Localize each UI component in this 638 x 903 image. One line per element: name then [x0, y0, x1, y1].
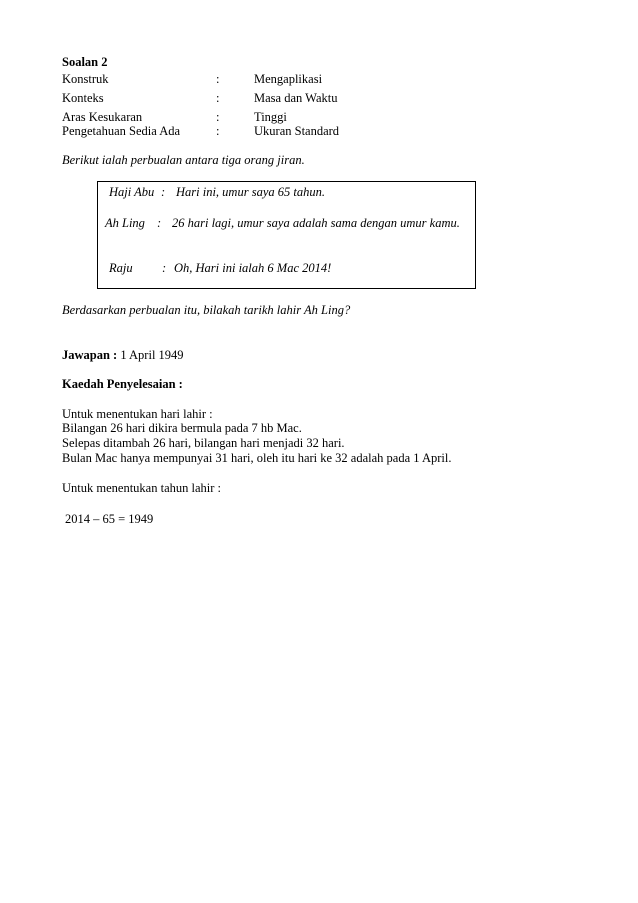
meta-value: Ukuran Standard: [254, 124, 340, 138]
answer-value: 1 April 1949: [120, 348, 184, 362]
day-step: Bulan Mac hanya mempunyai 31 hari, oleh itu hari ke 32 adalah pada 1 April.: [62, 451, 452, 465]
year-calculation: 2014 – 65 = 1949: [65, 512, 154, 526]
meta-separator: :: [216, 124, 220, 138]
day-section-title: Untuk menentukan hari lahir :: [62, 407, 213, 421]
meta-separator: :: [216, 72, 220, 86]
meta-value: Masa dan Waktu: [254, 91, 338, 105]
dialog-separator: :: [161, 185, 166, 199]
dialog-separator: :: [157, 216, 162, 230]
meta-separator: :: [216, 110, 220, 124]
dialog-speaker: Ah Ling: [105, 216, 145, 230]
meta-value: Mengaplikasi: [254, 72, 323, 86]
meta-separator: :: [216, 91, 220, 105]
answer-label: Jawapan :: [62, 348, 118, 362]
answer-line: [62, 348, 184, 363]
dialog-speaker: Haji Abu: [109, 185, 155, 199]
question-heading: Soalan 2: [62, 55, 108, 69]
year-section-title: Untuk menentukan tahun lahir :: [62, 481, 221, 495]
day-step: Bilangan 26 hari dikira bermula pada 7 hb Mac.: [62, 421, 302, 435]
dialog-separator: :: [162, 261, 167, 275]
meta-label: Konstruk: [62, 72, 109, 86]
dialog-text: 26 hari lagi, umur saya adalah sama dengan umur kamu.: [172, 216, 460, 230]
meta-value: Tinggi: [254, 110, 287, 124]
dialog-speaker: Raju: [109, 261, 133, 275]
day-step: Selepas ditambah 26 hari, bilangan hari menjadi 32 hari.: [62, 436, 345, 450]
intro-text: Berikut ialah perbualan antara tiga orang jiran.: [62, 153, 305, 167]
meta-label: Pengetahuan Sedia Ada: [62, 124, 181, 138]
meta-label: Aras Kesukaran: [62, 110, 143, 124]
meta-label: Konteks: [62, 91, 104, 105]
dialog-text: Oh, Hari ini ialah 6 Mac 2014!: [174, 261, 332, 275]
question-text: Berdasarkan perbualan itu, bilakah tarikh lahir Ah Ling?: [62, 303, 351, 317]
dialog-text: Hari ini, umur saya 65 tahun.: [176, 185, 325, 199]
method-heading: Kaedah Penyelesaian :: [62, 377, 183, 391]
